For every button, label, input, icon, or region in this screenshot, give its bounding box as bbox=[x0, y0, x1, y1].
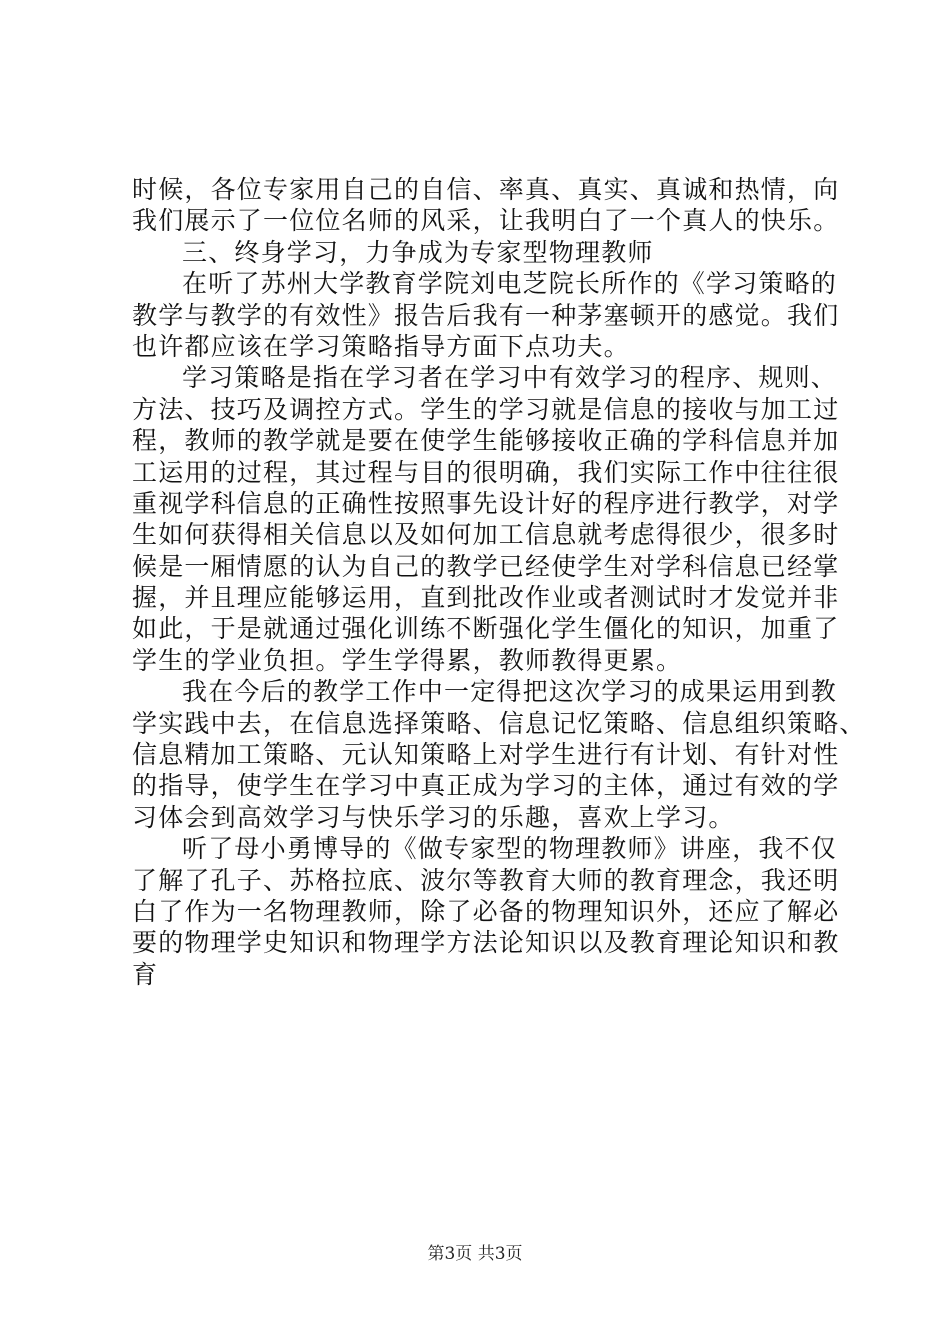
text-line: 重视学科信息的正确性按照事先设计好的程序进行教学，对学 bbox=[132, 488, 840, 518]
text-line: 了解了孔子、苏格拉底、波尔等教育大师的教育理念，我还明 bbox=[132, 865, 840, 895]
page-number-indicator: 第3页 共3页 bbox=[427, 1244, 523, 1264]
text-line: 也许都应该在学习策略指导方面下点功夫。 bbox=[132, 331, 630, 361]
paragraph-learning-strategy-definition bbox=[132, 362, 840, 676]
text-line: 学实践中去，在信息选择策略、信息记忆策略、信息组织策略、 bbox=[132, 708, 866, 738]
paragraph-expert-lecture bbox=[132, 833, 840, 990]
text-line: 生如何获得相关信息以及如何加工信息就考虑得很少，很多时 bbox=[132, 520, 840, 550]
text-line: 候是一厢情愿的认为自己的教学已经使学生对学科信息已经掌 bbox=[132, 551, 840, 581]
document-body bbox=[132, 174, 866, 990]
text-line: 听了母小勇博导的《做专家型的物理教师》讲座，我不仅 bbox=[182, 834, 838, 864]
section-heading-text: 三、终身学习，力争成为专家型物理教师 bbox=[182, 237, 654, 267]
text-line: 要的物理学史知识和物理学方法论知识以及教育理论知识和教 bbox=[132, 928, 840, 958]
text-line: 学生的学业负担。学生学得累，教师教得更累。 bbox=[132, 645, 683, 675]
paragraph-continuation bbox=[132, 174, 840, 237]
text-line: 我们展示了一位位名师的风采，让我明白了一个真人的快乐。 bbox=[132, 206, 840, 236]
text-line: 的指导，使学生在学习中真正成为学习的主体，通过有效的学 bbox=[132, 771, 840, 801]
text-line: 习体会到高效学习与快乐学习的乐趣，喜欢上学习。 bbox=[132, 802, 735, 832]
text-line: 方法、技巧及调控方式。学生的学习就是信息的接收与加工过 bbox=[132, 394, 840, 424]
text-line: 学习策略是指在学习者在学习中有效学习的程序、规则、 bbox=[182, 363, 838, 393]
text-line: 育 bbox=[132, 959, 159, 989]
text-line: 教学与教学的有效性》报告后我有一种茅塞顿开的感觉。我们 bbox=[132, 300, 840, 330]
text-line: 白了作为一名物理教师，除了必备的物理知识外，还应了解必 bbox=[132, 896, 840, 926]
text-line: 信息精加工策略、元认知策略上对学生进行有计划、有针对性 bbox=[132, 740, 840, 770]
text-line: 时候，各位专家用自己的自信、率真、真实、真诚和热情，向 bbox=[132, 175, 840, 204]
text-line: 程，教师的教学就是要在使学生能够接收正确的学科信息并加 bbox=[132, 426, 840, 456]
text-line: 如此，于是就通过强化训练不断强化学生僵化的知识，加重了 bbox=[132, 614, 840, 644]
text-line: 握，并且理应能够运用，直到批改作业或者测试时才发觉并非 bbox=[132, 583, 840, 613]
paragraph-learning-strategy-report bbox=[132, 268, 840, 362]
text-line: 在听了苏州大学教育学院刘电芝院长所作的《学习策略的 bbox=[182, 269, 838, 299]
page-footer bbox=[0, 1242, 950, 1266]
paragraph-future-teaching bbox=[132, 676, 866, 833]
text-line: 我在今后的教学工作中一定得把这次学习的成果运用到教 bbox=[182, 677, 838, 707]
section-heading bbox=[132, 237, 832, 268]
text-line: 工运用的过程，其过程与目的很明确，我们实际工作中往往很 bbox=[132, 457, 840, 487]
